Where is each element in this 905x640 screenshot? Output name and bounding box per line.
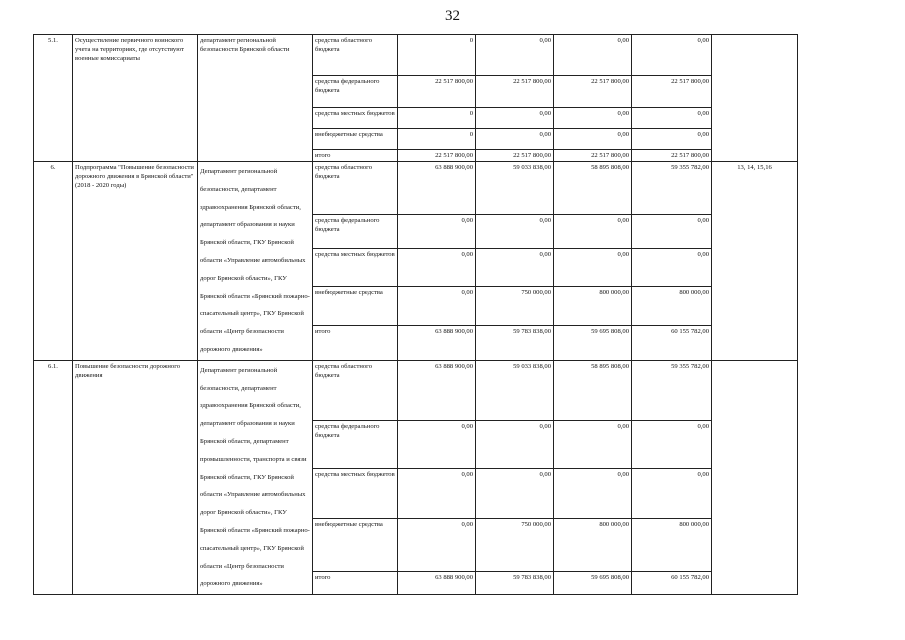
measure-name: Подпрограмма "Повышение безопасности дорожного движения в Брянской области" (2018 - 2020 годы) bbox=[73, 162, 198, 361]
measure-name: Повышение безопасности дорожного движения bbox=[73, 360, 198, 594]
amount-cell: 58 895 808,00 bbox=[554, 162, 632, 215]
amount-cell: 0,00 bbox=[554, 35, 632, 76]
funding-source: средства местных бюджетов bbox=[313, 108, 398, 129]
amount-cell: 0,00 bbox=[476, 35, 554, 76]
funding-source: средства федерального бюджета bbox=[313, 76, 398, 108]
amount-cell: 0,00 bbox=[632, 215, 712, 249]
amount-cell: 22 517 800,00 bbox=[398, 150, 476, 162]
amount-cell: 0,00 bbox=[554, 108, 632, 129]
amount-cell: 0,00 bbox=[398, 420, 476, 469]
funding-source: средства местных бюджетов bbox=[313, 469, 398, 519]
amount-cell: 0,00 bbox=[398, 519, 476, 572]
funding-source: внебюджетные средства bbox=[313, 519, 398, 572]
amount-cell: 0,00 bbox=[632, 248, 712, 287]
amount-cell: 0,00 bbox=[398, 215, 476, 249]
table-row bbox=[34, 35, 798, 76]
row-number: 6.1. bbox=[34, 360, 73, 594]
indicator-numbers: 13, 14, 15,16 bbox=[712, 162, 798, 361]
funding-source: средства областного бюджета bbox=[313, 162, 398, 215]
amount-cell: 0,00 bbox=[398, 469, 476, 519]
indicator-numbers bbox=[712, 360, 798, 594]
funding-source: внебюджетные средства bbox=[313, 287, 398, 326]
table-row bbox=[34, 360, 798, 420]
amount-cell: 0 bbox=[398, 129, 476, 150]
funding-source: средства областного бюджета bbox=[313, 360, 398, 420]
amount-cell: 0 bbox=[398, 108, 476, 129]
amount-cell: 0,00 bbox=[476, 129, 554, 150]
amount-cell: 0,00 bbox=[632, 108, 712, 129]
amount-cell: 0,00 bbox=[476, 108, 554, 129]
amount-cell: 22 517 800,00 bbox=[554, 150, 632, 162]
page-number: 32 bbox=[445, 8, 460, 24]
amount-cell: 0,00 bbox=[476, 248, 554, 287]
amount-cell: 0,00 bbox=[554, 129, 632, 150]
row-number: 5.1. bbox=[34, 35, 73, 162]
executor: Департамент региональной безопасности, департамент здравоохранения Брянской области, департамент образования и науки Брянской области, ГКУ Брянской области «Управление автомобильных дорог Брянской области», ГКУ Брянской области «Брянский пожарно-спасательный центр», ГКУ Брянской области «Центр безопасности дорожного движения» bbox=[198, 162, 313, 361]
amount-cell: 0,00 bbox=[554, 420, 632, 469]
amount-cell: 60 155 782,00 bbox=[632, 326, 712, 361]
amount-cell: 22 517 800,00 bbox=[398, 76, 476, 108]
amount-cell: 63 888 900,00 bbox=[398, 360, 476, 420]
amount-cell: 800 000,00 bbox=[554, 287, 632, 326]
executor: Департамент региональной безопасности, департамент здравоохранения Брянской области, департамент образования и науки Брянской области, департамент промышленности, транспорта и связи Брянской области, ГКУ Брянской области «Управление автомобильных дорог Брянской области», ГКУ Брянской области «Брянский пожарно-спасательный центр», ГКУ Брянской области «Центр безопасности дорожного движения» bbox=[198, 360, 313, 594]
amount-cell: 0,00 bbox=[632, 469, 712, 519]
amount-cell: 0,00 bbox=[476, 215, 554, 249]
amount-cell: 0,00 bbox=[554, 469, 632, 519]
funding-source: итого bbox=[313, 572, 398, 595]
amount-cell: 59 783 838,00 bbox=[476, 326, 554, 361]
amount-cell: 22 517 800,00 bbox=[632, 76, 712, 108]
amount-cell: 22 517 800,00 bbox=[476, 76, 554, 108]
amount-cell: 59 355 782,00 bbox=[632, 162, 712, 215]
amount-cell: 63 888 900,00 bbox=[398, 326, 476, 361]
amount-cell: 59 783 838,00 bbox=[476, 572, 554, 595]
amount-cell: 0,00 bbox=[554, 215, 632, 249]
amount-cell: 59 355 782,00 bbox=[632, 360, 712, 420]
amount-cell: 750 000,00 bbox=[476, 519, 554, 572]
funding-source: внебюджетные средства bbox=[313, 129, 398, 150]
amount-cell: 22 517 800,00 bbox=[632, 150, 712, 162]
funding-source: средства федерального бюджета bbox=[313, 420, 398, 469]
budget-table bbox=[33, 34, 798, 595]
amount-cell: 59 695 808,00 bbox=[554, 326, 632, 361]
amount-cell: 63 888 900,00 bbox=[398, 572, 476, 595]
amount-cell: 59 695 808,00 bbox=[554, 572, 632, 595]
amount-cell: 22 517 800,00 bbox=[476, 150, 554, 162]
amount-cell: 0,00 bbox=[632, 35, 712, 76]
amount-cell: 0,00 bbox=[398, 248, 476, 287]
amount-cell: 22 517 800,00 bbox=[554, 76, 632, 108]
amount-cell: 0,00 bbox=[398, 287, 476, 326]
amount-cell: 58 895 808,00 bbox=[554, 360, 632, 420]
amount-cell: 0,00 bbox=[554, 248, 632, 287]
indicator-numbers bbox=[712, 35, 798, 162]
funding-source: средства местных бюджетов bbox=[313, 248, 398, 287]
amount-cell: 59 033 838,00 bbox=[476, 360, 554, 420]
executor: департамент региональной безопасности Брянской области bbox=[198, 35, 313, 162]
funding-source: средства федерального бюджета bbox=[313, 215, 398, 249]
measure-name: Осуществление первичного воинского учета на территориях, где отсутствуют военные комиссариаты bbox=[73, 35, 198, 162]
amount-cell: 750 000,00 bbox=[476, 287, 554, 326]
amount-cell: 800 000,00 bbox=[554, 519, 632, 572]
amount-cell: 0,00 bbox=[632, 420, 712, 469]
amount-cell: 0,00 bbox=[476, 469, 554, 519]
amount-cell: 800 000,00 bbox=[632, 519, 712, 572]
funding-source: итого bbox=[313, 150, 398, 162]
row-number: 6. bbox=[34, 162, 73, 361]
amount-cell: 60 155 782,00 bbox=[632, 572, 712, 595]
amount-cell: 59 033 838,00 bbox=[476, 162, 554, 215]
table-row bbox=[34, 162, 798, 215]
funding-source: итого bbox=[313, 326, 398, 361]
amount-cell: 0,00 bbox=[476, 420, 554, 469]
amount-cell: 800 000,00 bbox=[632, 287, 712, 326]
funding-source: средства областного бюджета bbox=[313, 35, 398, 76]
amount-cell: 0 bbox=[398, 35, 476, 76]
amount-cell: 63 888 900,00 bbox=[398, 162, 476, 215]
amount-cell: 0,00 bbox=[632, 129, 712, 150]
